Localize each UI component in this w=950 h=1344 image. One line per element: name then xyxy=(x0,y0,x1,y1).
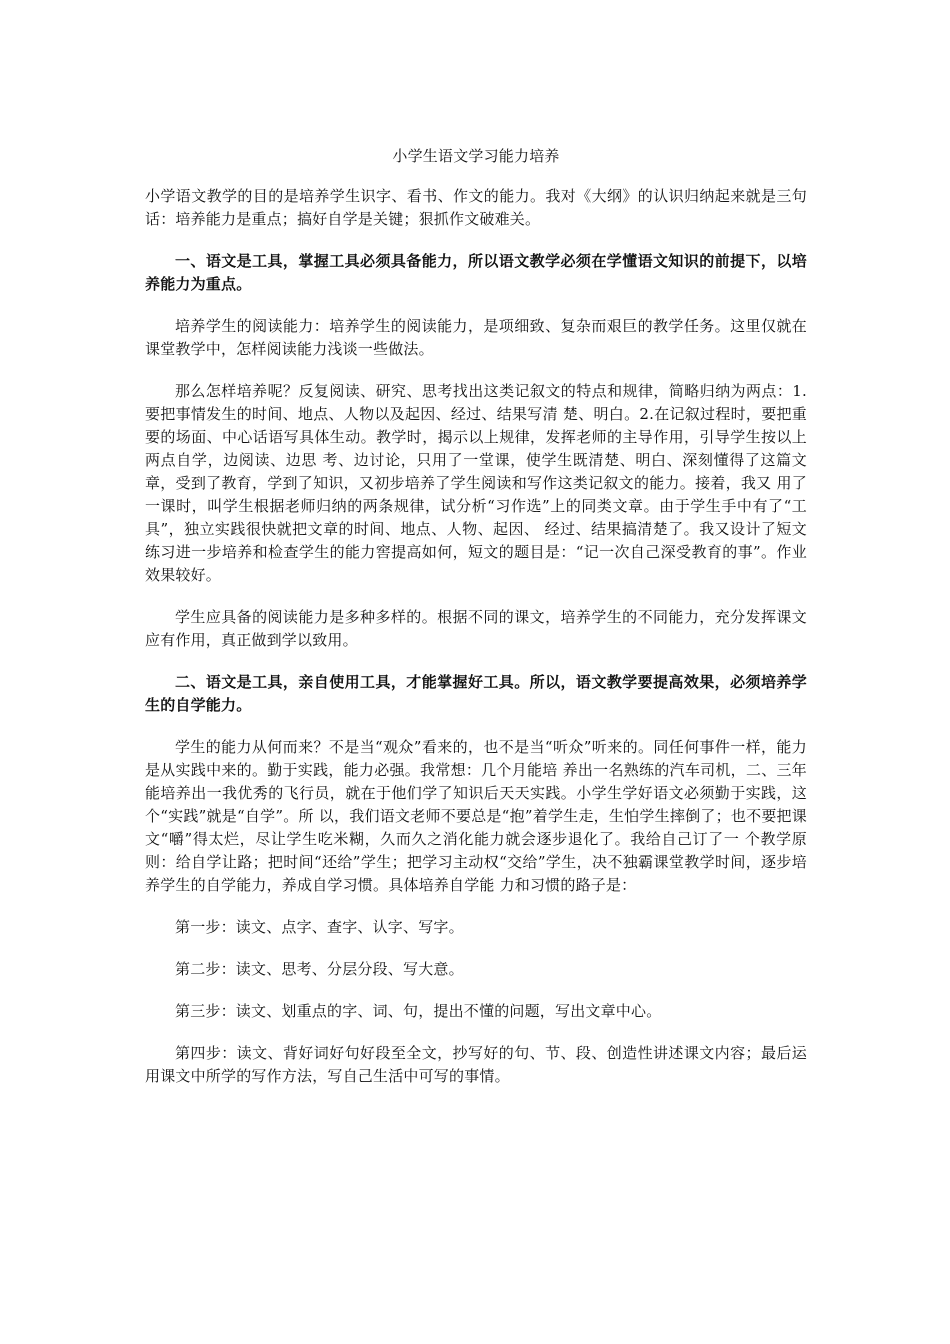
section-heading-1: 一、语文是工具，掌握工具必须具备能力，所以语文教学必须在学懂语文知识的前提下，以培养能力为重点。 xyxy=(145,252,807,293)
step-item: 第二步：读文、思考、分层分段、写大意。 xyxy=(175,960,464,978)
document-title: 小学生语文学习能力培养 xyxy=(392,147,560,165)
section-heading-2: 二、语文是工具，亲自使用工具，才能掌握好工具。所以，语文教学要提高效果，必须培养学生的自学能力。 xyxy=(145,673,807,714)
document-page xyxy=(145,146,807,1107)
body-paragraph: 那么怎样培养呢？反复阅读、研究、思考找出这类记叙文的特点和规律，简略归纳为两点：1.要把事情发生的时间、地点、人物以及起因、经过、结果写清 楚、明白。2.在记叙过程时，要把重要的场面、中心话语写具体生动。教学时，揭示以上规律，发挥老师的主导作用，引导学生按以上两点自学，边阅读、边思 考、边讨论，只用了一堂课，使学生既清楚、明白、深刻懂得了这篇文章，受到了教育，学到了知识，又初步培养了学生阅读和写作这类记叙文的能力。接着，我又 用了一课时，叫学生根据老师归纳的两条规律，试分析“习作选”上的同类文章。由于学生手中有了“工具”，独立实践很快就把文章的时间、地点、人物、起因、 经过、结果搞清楚了。我又设计了短文练习进一步培养和检查学生的能力窖提高如何，短文的题目是：“记一次自己深受教育的事”。作业效果较好。 xyxy=(145,382,807,584)
body-paragraph: 培养学生的阅读能力：培养学生的阅读能力，是项细致、复杂而艰巨的教学任务。这里仅就在课堂教学中，怎样阅读能力浅谈一些做法。 xyxy=(145,317,807,358)
step-item: 第四步：读文、背好词好句好段至全文，抄写好的句、节、段、创造性讲述课文内容；最后运用课文中所学的写作方法，写自己生活中可写的事情。 xyxy=(145,1044,807,1085)
step-item: 第一步：读文、点字、查字、认字、写字。 xyxy=(175,918,464,936)
step-item: 第三步：读文、划重点的字、词、句，提出不懂的问题，写出文章中心。 xyxy=(175,1002,662,1020)
intro-paragraph: 小学语文教学的目的是培养学生识字、看书、作文的能力。我对《大纲》的认识归纳起来就是三句话：培养能力是重点；搞好自学是关键；狠抓作文破难关。 xyxy=(145,187,807,228)
body-paragraph: 学生应具备的阅读能力是多种多样的。根据不同的课文，培养学生的不同能力，充分发挥课文应有作用，真正做到学以致用。 xyxy=(145,608,807,649)
body-paragraph: 学生的能力从何而来？不是当“观众”看来的，也不是当“听众”听来的。同任何事件一样，能力是从实践中来的。勤于实践，能力必强。我常想：几个月能培 养出一名熟练的汽车司机，二、三年能培养出一我优秀的飞行员，就在于他们学了知识后天天实践。小学生学好语文必须勤于实践，这个“实践”就是“自学”。所 以，我们语文老师不要总是“抱”着学生走，生怕学生摔倒了；也不要把课文“嚼”得太烂，尽让学生吃米糊，久而久之消化能力就会逐步退化了。我给自己订了一 个教学原则：给自学让路；把时间“还给”学生；把学习主动权“交给”学生，决不独霸课堂教学时间，逐步培养学生的自学能力，养成自学习惯。具体培养自学能 力和习惯的路子是： xyxy=(145,738,807,894)
